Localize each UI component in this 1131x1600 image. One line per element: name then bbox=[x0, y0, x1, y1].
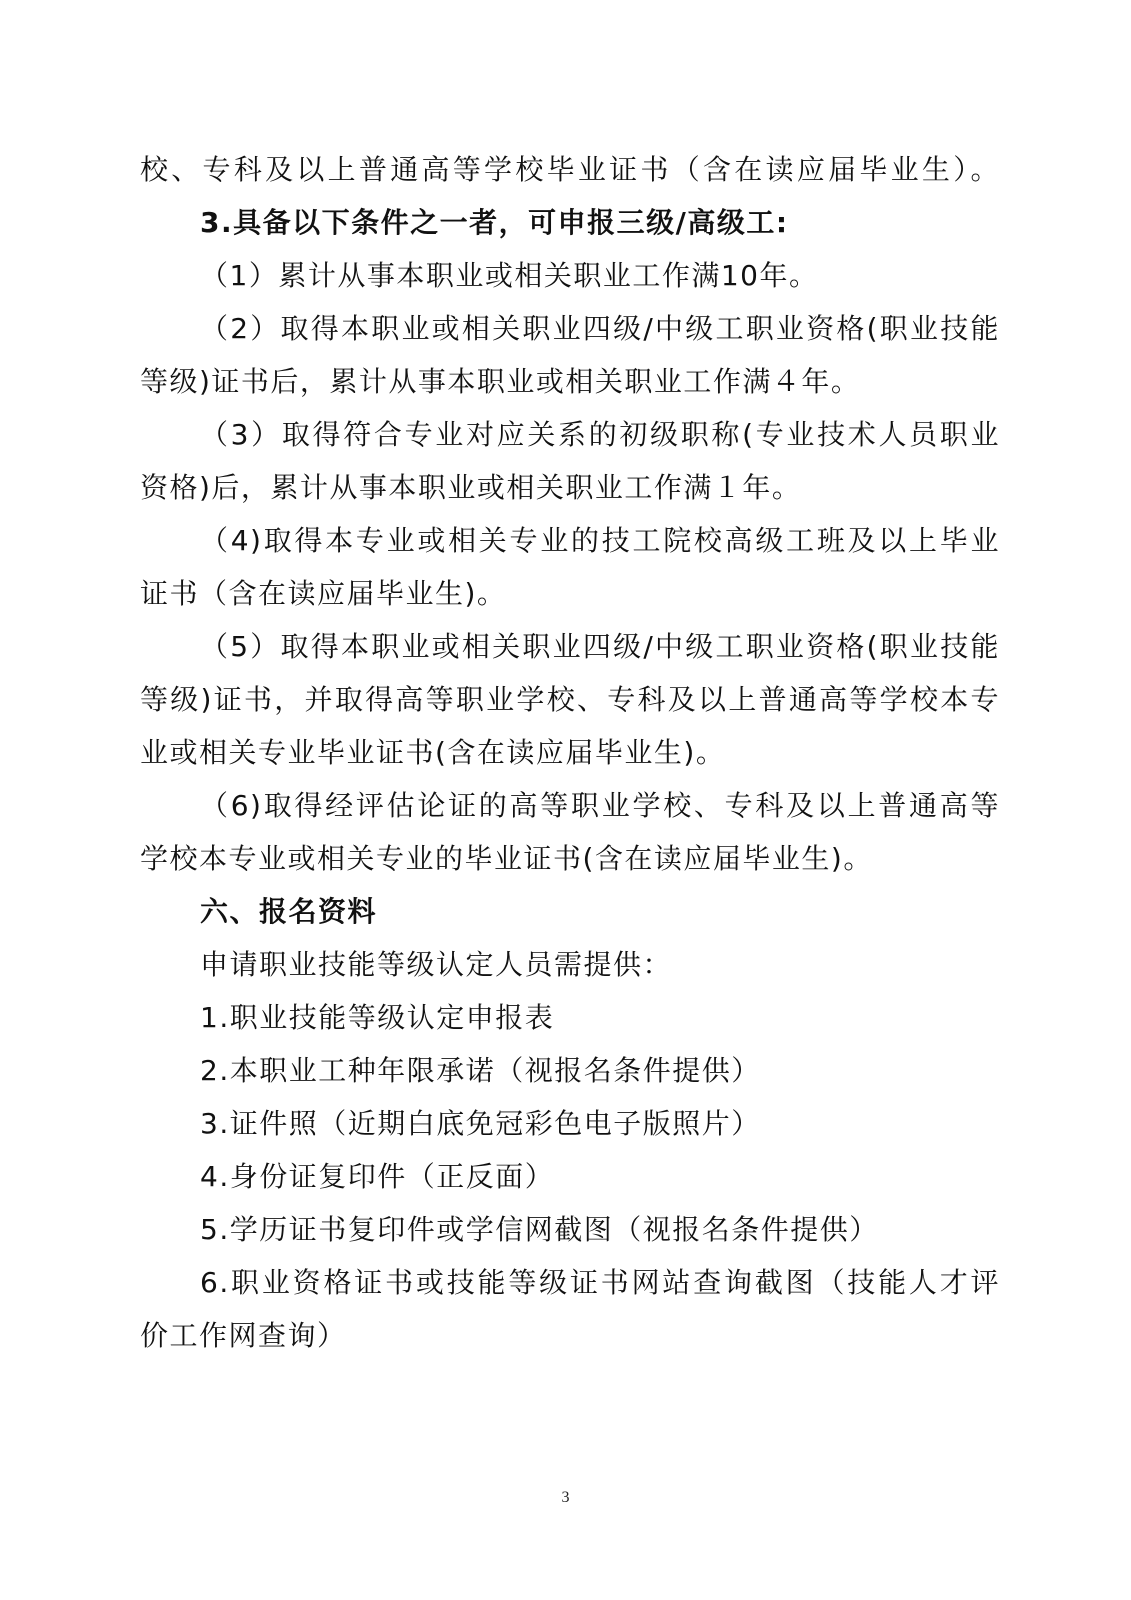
material-item-5: 5.学历证书复印件或学信网截图（视报名条件提供） bbox=[200, 1213, 879, 1246]
material-item-4: 4.身份证复印件（正反面） bbox=[200, 1160, 555, 1193]
material-item-6: 6.职业资格证书或技能等级证书网站查询截图（技能人才评 bbox=[200, 1266, 1000, 1299]
material-item-2: 2.本职业工种年限承诺（视报名条件提供） bbox=[200, 1054, 761, 1087]
condition-item-5-continued: 等级)证书，并取得高等职业学校、专科及以上普通高等学校本专 bbox=[140, 683, 1000, 716]
materials-intro: 申请职业技能等级认定人员需提供： bbox=[200, 948, 673, 981]
material-item-1: 1.职业技能等级认定申报表 bbox=[200, 1001, 555, 1034]
condition-item-2: （2）取得本职业或相关职业四级/中级工职业资格(职业技能 bbox=[200, 312, 1000, 345]
condition-item-5-end: 业或相关专业毕业证书(含在读应届毕业生)。 bbox=[140, 736, 726, 769]
condition-item-3-continued: 资格)后，累计从事本职业或相关职业工作满１年。 bbox=[140, 471, 802, 504]
condition-item-1: （1）累计从事本职业或相关职业工作满10年。 bbox=[200, 259, 819, 292]
condition-item-6-continued: 学校本专业或相关专业的毕业证书(含在读应届毕业生)。 bbox=[140, 842, 873, 875]
paragraph-continuation: 校、专科及以上普通高等学校毕业证书（含在读应届毕业生）。 bbox=[140, 153, 1000, 186]
section-heading-registration-materials: 六、报名资料 bbox=[200, 895, 378, 928]
condition-item-4: （4)取得本专业或相关专业的技工院校高级工班及以上毕业 bbox=[200, 524, 1000, 557]
page-number: 3 bbox=[561, 1489, 570, 1506]
condition-item-2-continued: 等级)证书后，累计从事本职业或相关职业工作满４年。 bbox=[140, 365, 861, 398]
material-item-3: 3.证件照（近期白底免冠彩色电子版照片） bbox=[200, 1107, 761, 1140]
section-heading-level-3: 3.具备以下条件之一者，可申报三级/高级工: bbox=[200, 206, 789, 239]
condition-item-4-continued: 证书（含在读应届毕业生)。 bbox=[140, 577, 507, 610]
condition-item-6: （6)取得经评估论证的高等职业学校、专科及以上普通高等 bbox=[200, 789, 1000, 822]
condition-item-5: （5）取得本职业或相关职业四级/中级工职业资格(职业技能 bbox=[200, 630, 1000, 663]
condition-item-3: （3）取得符合专业对应关系的初级职称(专业技术人员职业 bbox=[200, 418, 1000, 451]
material-item-6-continued: 价工作网查询） bbox=[140, 1319, 347, 1352]
